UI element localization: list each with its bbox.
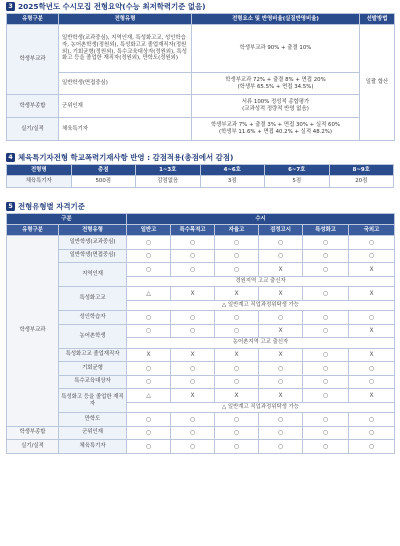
qualification-mark: ○ (171, 413, 215, 427)
qualification-note: 농어촌지역 고교 출신자 (127, 338, 395, 349)
table-row (7, 287, 395, 301)
qualification-mark: ○ (127, 440, 171, 454)
qualification-mark: X (215, 389, 259, 403)
qualification-mark: ○ (171, 311, 215, 325)
s5-header-type: 유형구분 (7, 225, 59, 236)
qualification-mark: ○ (303, 362, 349, 376)
qualification-mark: ○ (259, 311, 303, 325)
qualification-mark: ○ (215, 263, 259, 277)
table-row (7, 324, 395, 338)
qualification-mark: ○ (259, 413, 303, 427)
qualification-mark: ○ (171, 426, 215, 440)
qualification-mark: ○ (303, 249, 349, 263)
s3-row4-types: 체육특기자 (59, 118, 192, 141)
section5-title-text: 전형유형별 자격기준 (18, 201, 85, 211)
qualification-mark: X (259, 348, 303, 362)
qualification-note: △ 일반계고 직업과정위탁생 가능 (127, 300, 395, 311)
qualification-mark: ○ (127, 426, 171, 440)
s5-header-ged: 검정고시 (259, 225, 303, 236)
s5-group-gyogwa: 학생부교과 (7, 236, 59, 427)
table-row (7, 362, 395, 376)
qualification-mark: △ (127, 287, 171, 301)
section3-number: 3 (6, 2, 15, 11)
qualification-mark: ○ (303, 348, 349, 362)
s4-cell-1-3: 감점없음 (136, 176, 201, 188)
qualification-mark: ○ (127, 362, 171, 376)
section5-title (6, 200, 394, 213)
s3-header-admission: 전형유형 (59, 14, 192, 25)
qualification-mark: ○ (259, 362, 303, 376)
qualification-mark: ○ (171, 375, 215, 389)
qualification-mark: ○ (259, 236, 303, 250)
s3-group-gyogwa: 학생부교과 (7, 25, 59, 95)
s3-row1-types: 일반학생(교과중심), 지역인재, 특성화고교, 성인학습자, 농어촌학생(정원외), 특성화고교 졸업재직자(정원외), 기회균형(정원외), 특수교육대상자(정원외), 특성화고 등을 졸업한 재직자(정원외), 만학도(정원외) (59, 25, 192, 73)
s4-cell-total: 500점 (71, 176, 136, 188)
s4-cell-6-7: 5점 (265, 176, 330, 188)
s3-header-method: 선발방법 (360, 14, 395, 25)
s5-group-jonghap: 학생부종합 (7, 426, 59, 440)
qualification-mark: ○ (127, 413, 171, 427)
qualification-mark: ○ (215, 440, 259, 454)
s3-row4-cell (192, 118, 360, 141)
qualification-mark: ○ (215, 324, 259, 338)
qualification-mark: ○ (171, 236, 215, 250)
admission-type: 성인학습자 (59, 311, 127, 325)
qualification-mark: ○ (349, 249, 395, 263)
section4-title (6, 151, 394, 164)
qualification-mark: ○ (171, 249, 215, 263)
qualification-mark: ○ (259, 426, 303, 440)
admission-type: 특성화고 등을 졸업한 재직자 (59, 389, 127, 413)
qualification-note: △ 일반계고 직업과정위탁생 가능 (127, 402, 395, 413)
qualification-mark: X (349, 389, 395, 403)
qualification-mark: X (215, 287, 259, 301)
admission-type: 특성화고교 졸업재직자 (59, 348, 127, 362)
s4-header-name: 전형명 (7, 165, 72, 176)
qualification-mark: X (349, 263, 395, 277)
table-row (7, 311, 395, 325)
s4-header-1-3: 1~3호 (136, 165, 201, 176)
s3-row4-real: (학생부 11.6% + 면접 40.2% + 실적 48.2%) (218, 129, 333, 135)
qualification-mark: ○ (349, 375, 395, 389)
qualification-mark: X (127, 348, 171, 362)
qualification-note: 경원지역 고교 출신자 (127, 276, 395, 287)
section3-title-text: 2025학년도 수시모집 전형요약(수능 최저학력기준 없음) (18, 1, 206, 11)
s3-row4-elements: 학생부교과 7% + 출결 3% + 면접 30% + 실적 60% (210, 122, 341, 129)
s3-row2-real: (학생부 65.5% + 면접 34.5%) (237, 83, 314, 90)
s5-header-general: 일반고 (127, 225, 171, 236)
s4-header-4-6: 4~6호 (200, 165, 265, 176)
qualification-mark: ○ (303, 375, 349, 389)
qualification-mark: ○ (127, 249, 171, 263)
s4-cell-4-6: 3점 (200, 176, 265, 188)
table-row (7, 426, 395, 440)
qualification-mark: ○ (215, 249, 259, 263)
table-row (7, 413, 395, 427)
qualification-mark: ○ (171, 263, 215, 277)
qualification-mark: ○ (259, 440, 303, 454)
qualification-mark: ○ (349, 311, 395, 325)
s3-row3-elements: 서류 100% 정성적 종합평가 (241, 99, 310, 106)
qualification-mark: ○ (303, 287, 349, 301)
section5-table (6, 213, 395, 454)
s3-row3-cell (192, 95, 360, 118)
qualification-mark: ○ (303, 426, 349, 440)
qualification-mark: ○ (215, 413, 259, 427)
qualification-mark: ○ (127, 263, 171, 277)
table-row (7, 236, 395, 250)
qualification-mark: X (259, 287, 303, 301)
qualification-mark: X (171, 287, 215, 301)
s5-header-group: 구분 (7, 214, 127, 225)
table-row (7, 348, 395, 362)
qualification-mark: ○ (127, 236, 171, 250)
qualification-mark: ○ (259, 375, 303, 389)
admission-type: 특성화고교 (59, 287, 127, 311)
admission-type: 특수교육대상자 (59, 375, 127, 389)
qualification-mark: ○ (303, 263, 349, 277)
qualification-mark: X (171, 348, 215, 362)
admission-type: 지역인재 (59, 263, 127, 287)
section5-number: 5 (6, 202, 15, 211)
s5-header-special-purpose: 특수목적고 (171, 225, 215, 236)
s3-row3-types: 군위인재 (59, 95, 192, 118)
table-row (7, 440, 395, 454)
qualification-mark: ○ (215, 236, 259, 250)
s3-header-type: 유형구분 (7, 14, 59, 25)
qualification-mark: ○ (215, 362, 259, 376)
qualification-mark: ○ (349, 362, 395, 376)
section3-title (6, 0, 394, 13)
qualification-mark: ○ (303, 440, 349, 454)
qualification-mark: ○ (171, 362, 215, 376)
qualification-mark: ○ (349, 426, 395, 440)
admission-type: 일반학생(교과중심) (59, 236, 127, 250)
qualification-mark: ○ (303, 311, 349, 325)
s5-group-silgi: 실기/실적 (7, 440, 59, 454)
qualification-mark: X (349, 324, 395, 338)
table-row (7, 263, 395, 277)
s5-header-admission: 전형유형 (59, 225, 127, 236)
s5-header-vocational: 특성화고 (303, 225, 349, 236)
qualification-mark: X (349, 287, 395, 301)
qualification-mark: ○ (349, 413, 395, 427)
qualification-mark: ○ (215, 311, 259, 325)
qualification-mark: ○ (259, 249, 303, 263)
section4-table (6, 164, 394, 188)
qualification-mark: ○ (303, 413, 349, 427)
s3-group-jonghap: 학생부종합 (7, 95, 59, 118)
qualification-mark: ○ (215, 375, 259, 389)
qualification-mark: ○ (303, 236, 349, 250)
qualification-mark: ○ (349, 236, 395, 250)
qualification-mark: X (171, 389, 215, 403)
table-row (7, 249, 395, 263)
qualification-mark: ○ (171, 440, 215, 454)
qualification-mark: ○ (349, 440, 395, 454)
qualification-mark: ○ (303, 324, 349, 338)
qualification-mark: X (259, 389, 303, 403)
admission-type: 일반학생(면접중심) (59, 249, 127, 263)
s3-row1-elements: 학생부교과 90% + 출결 10% (192, 25, 360, 73)
qualification-mark: X (349, 348, 395, 362)
table-row (7, 389, 395, 403)
s3-row2-elements: 학생부교과 72% + 출결 8% + 면접 20% (225, 76, 326, 83)
qualification-mark: ○ (127, 311, 171, 325)
s5-header-susi: 수시 (127, 214, 395, 225)
s5-body (7, 236, 395, 454)
qualification-mark: ○ (303, 389, 349, 403)
s4-cell-name: 체육특기자 (7, 176, 72, 188)
s5-header-autonomous: 자율고 (215, 225, 259, 236)
s3-group-silgi: 실기/실적 (7, 118, 59, 141)
qualification-mark: X (259, 324, 303, 338)
admission-type: 체육특기자 (59, 440, 127, 454)
s4-header-8-9: 8~9호 (329, 165, 394, 176)
qualification-mark: ○ (127, 324, 171, 338)
qualification-mark: ○ (171, 324, 215, 338)
section4-number: 4 (6, 153, 15, 162)
s4-header-6-7: 6~7호 (265, 165, 330, 176)
s3-row2-types: 일반학생(면접중심) (59, 73, 192, 95)
qualification-mark: X (215, 348, 259, 362)
qualification-mark: ○ (127, 375, 171, 389)
admission-type: 군위인재 (59, 426, 127, 440)
s3-method: 일괄 합산 (360, 25, 395, 141)
s3-header-elements: 전형요소 및 반영비율(실질반영비율) (192, 14, 360, 25)
qualification-mark: △ (127, 389, 171, 403)
s4-header-total: 총점 (71, 165, 136, 176)
admission-type: 농어촌학생 (59, 324, 127, 348)
s3-row3-real: (교과성적 정량적 반영 없음) (242, 106, 309, 112)
s4-cell-8-9: 20점 (329, 176, 394, 188)
s5-header-overseas: 국외고 (349, 225, 395, 236)
section3-table (6, 13, 395, 141)
admission-type: 만학도 (59, 413, 127, 427)
table-row (7, 375, 395, 389)
qualification-mark: X (259, 263, 303, 277)
admission-type: 기회균형 (59, 362, 127, 376)
section4-title-text: 체육특기자전형 학교폭력기재사항 반영 : 감점적용(총점에서 감점) (18, 152, 234, 162)
s3-row2-cell (192, 73, 360, 95)
qualification-mark: ○ (215, 426, 259, 440)
